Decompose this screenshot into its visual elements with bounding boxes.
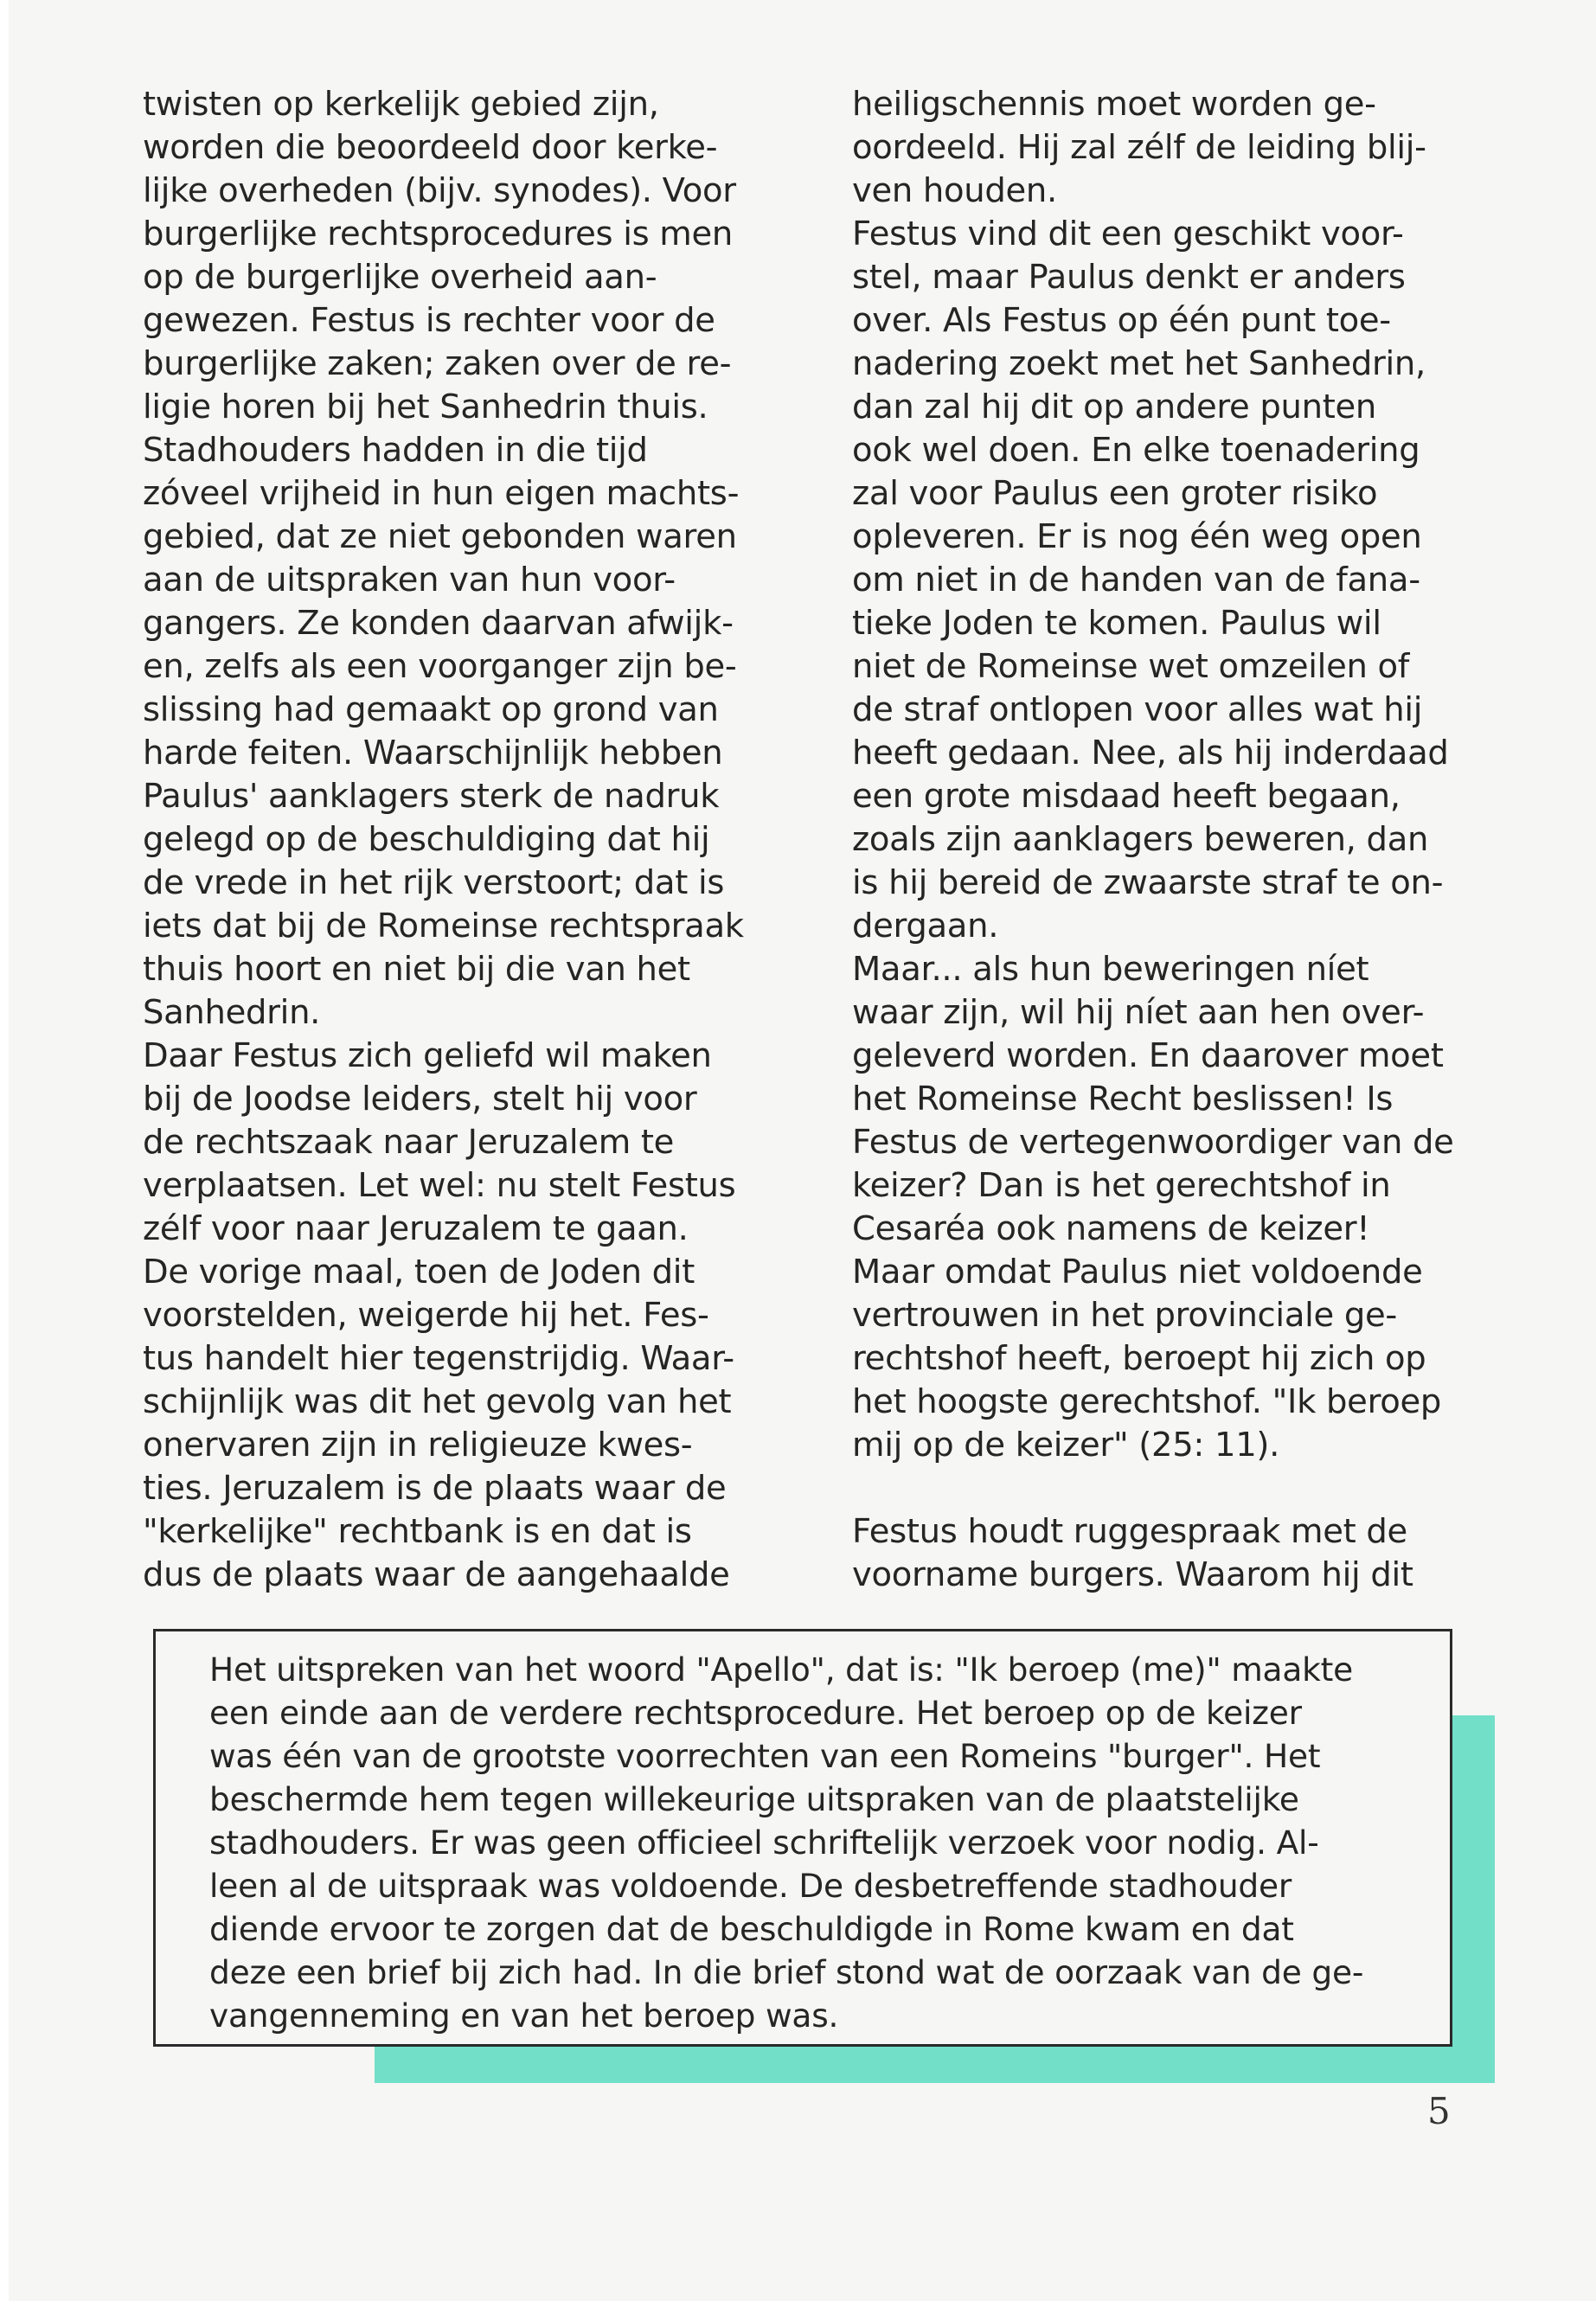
- text-line: onervaren zijn in religieuze kwes-: [143, 1426, 693, 1465]
- text-line: zélf voor naar Jeruzalem te gaan.: [143, 1209, 689, 1248]
- text-line: het Romeinse Recht beslissen! Is: [852, 1080, 1394, 1118]
- text-line: Maar... als hun beweringen níet: [852, 950, 1369, 989]
- info-box-line: beschermde hem tegen willekeurige uitspraken van de plaatstelijke: [209, 1780, 1299, 1818]
- text-line: het hoogste gerechtshof. "Ik beroep: [852, 1382, 1442, 1421]
- text-line: waar zijn, wil hij níet aan hen over-: [852, 993, 1425, 1032]
- text-line: bij de Joodse leiders, stelt hij voor: [143, 1080, 697, 1118]
- text-line: dus de plaats waar de aangehaalde: [143, 1555, 730, 1594]
- text-line: burgerlijke zaken; zaken over de re-: [143, 344, 732, 383]
- text-line: "kerkelijke" rechtbank is en dat is: [143, 1512, 692, 1551]
- text-line: dan zal hij dit op andere punten: [852, 388, 1376, 426]
- info-box-line: stadhouders. Er was geen officieel schriftelijk verzoek voor nodig. Al-: [209, 1823, 1319, 1862]
- text-line: niet de Romeinse wet omzeilen of: [852, 647, 1410, 686]
- text-line: tieke Joden te komen. Paulus wil: [852, 604, 1381, 643]
- text-line: schijnlijk was dit het gevolg van het: [143, 1382, 732, 1421]
- text-line: nadering zoekt met het Sanhedrin,: [852, 344, 1426, 383]
- text-line: tus handelt hier tegenstrijdig. Waar-: [143, 1339, 734, 1378]
- info-box-line: deze een brief bij zich had. In die brief stond wat de oorzaak van de ge-: [209, 1953, 1364, 1991]
- text-line: de rechtszaak naar Jeruzalem te: [143, 1123, 675, 1162]
- text-line: voorstelden, weigerde hij het. Fes-: [143, 1296, 709, 1335]
- text-line: iets dat bij de Romeinse rechtspraak: [143, 907, 744, 945]
- text-line: ties. Jeruzalem is de plaats waar de: [143, 1469, 727, 1508]
- text-line: gebied, dat ze niet gebonden waren: [143, 517, 737, 556]
- text-line: zoals zijn aanklagers beweren, dan: [852, 820, 1429, 859]
- text-line: opleveren. Er is nog één weg open: [852, 517, 1422, 556]
- text-line: Cesaréa ook namens de keizer!: [852, 1209, 1370, 1248]
- text-line: vertrouwen in het provinciale ge-: [852, 1296, 1397, 1335]
- text-line: thuis hoort en niet bij die van het: [143, 950, 690, 989]
- text-line: voorname burgers. Waarom hij dit: [852, 1555, 1413, 1594]
- text-line: dergaan.: [852, 907, 999, 945]
- text-line: Maar omdat Paulus niet voldoende: [852, 1253, 1423, 1292]
- left-text-column: [143, 83, 835, 1597]
- text-line: stel, maar Paulus denkt er anders: [852, 258, 1406, 297]
- text-line: slissing had gemaakt op grond van: [143, 690, 719, 729]
- text-line: de vrede in het rijk verstoort; dat is: [143, 863, 725, 902]
- text-line: en, zelfs als een voorganger zijn be-: [143, 647, 737, 686]
- text-line: lijke overheden (bijv. synodes). Voor: [143, 171, 736, 210]
- text-line: verplaatsen. Let wel: nu stelt Festus: [143, 1166, 736, 1205]
- text-line: een grote misdaad heeft begaan,: [852, 777, 1401, 816]
- text-line: de straf ontlopen voor alles wat hij: [852, 690, 1423, 729]
- text-line: heiligschennis moet worden ge-: [852, 85, 1376, 124]
- text-line: zal voor Paulus een groter risiko: [852, 474, 1378, 513]
- text-line: over. Als Festus op één punt toe-: [852, 301, 1391, 340]
- text-line: Festus vind dit een geschikt voor-: [852, 215, 1404, 253]
- text-line: worden die beoordeeld door kerke-: [143, 128, 718, 167]
- text-line: heeft gedaan. Nee, als hij inderdaad: [852, 734, 1449, 772]
- text-line: mij op de keizer" (25: 11).: [852, 1426, 1280, 1465]
- page-number: 5: [1427, 2090, 1451, 2132]
- text-line: ven houden.: [852, 171, 1057, 210]
- info-box-line: Het uitspreken van het woord "Apello", dat is: "Ik beroep (me)" maakte: [209, 1650, 1354, 1689]
- text-line: gangers. Ze konden daarvan afwijk-: [143, 604, 734, 643]
- right-text-column: [852, 83, 1475, 1597]
- text-line: is hij bereid de zwaarste straf te on-: [852, 863, 1444, 902]
- text-line: aan de uitspraken van hun voor-: [143, 561, 676, 599]
- text-line: ook wel doen. En elke toenadering: [852, 431, 1420, 470]
- text-line: oordeeld. Hij zal zélf de leiding blij-: [852, 128, 1426, 167]
- text-line: gewezen. Festus is rechter voor de: [143, 301, 715, 340]
- text-line: Sanhedrin.: [143, 993, 321, 1032]
- text-line: rechtshof heeft, beroept hij zich op: [852, 1339, 1426, 1378]
- text-line: keizer? Dan is het gerechtshof in: [852, 1166, 1391, 1205]
- info-box-line: leen al de uitspraak was voldoende. De desbetreffende stadhouder: [209, 1867, 1292, 1905]
- text-line: Daar Festus zich geliefd wil maken: [143, 1036, 712, 1075]
- text-line: ligie horen bij het Sanhedrin thuis.: [143, 388, 708, 426]
- text-line: Paulus' aanklagers sterk de nadruk: [143, 777, 720, 816]
- book-page: [9, 0, 1596, 2301]
- info-box-text: [209, 1649, 1363, 2038]
- text-line: twisten op kerkelijk gebied zijn,: [143, 85, 659, 124]
- text-line: burgerlijke rechtsprocedures is men: [143, 215, 733, 253]
- text-line: gelegd op de beschuldiging dat hij: [143, 820, 710, 859]
- text-line: Festus de vertegenwoordiger van de: [852, 1123, 1454, 1162]
- text-line: Festus houdt ruggespraak met de: [852, 1512, 1407, 1551]
- text-line: om niet in de handen van de fana-: [852, 561, 1420, 599]
- info-box-line: vangenneming en van het beroep was.: [209, 1997, 839, 2035]
- text-line: Stadhouders hadden in die tijd: [143, 431, 648, 470]
- text-line: op de burgerlijke overheid aan-: [143, 258, 657, 297]
- text-line: zóveel vrijheid in hun eigen machts-: [143, 474, 740, 513]
- info-box-line: een einde aan de verdere rechtsprocedure. Het beroep op de keizer: [209, 1694, 1302, 1732]
- text-line: harde feiten. Waarschijnlijk hebben: [143, 734, 723, 772]
- info-box: [153, 1629, 1452, 2047]
- text-line: geleverd worden. En daarover moet: [852, 1036, 1444, 1075]
- paragraph-gap: [852, 1467, 1475, 1510]
- info-box-line: diende ervoor te zorgen dat de beschuldigde in Rome kwam en dat: [209, 1910, 1294, 1948]
- text-line: De vorige maal, toen de Joden dit: [143, 1253, 695, 1292]
- info-box-line: was één van de grootste voorrechten van een Romeins "burger". Het: [209, 1737, 1321, 1775]
